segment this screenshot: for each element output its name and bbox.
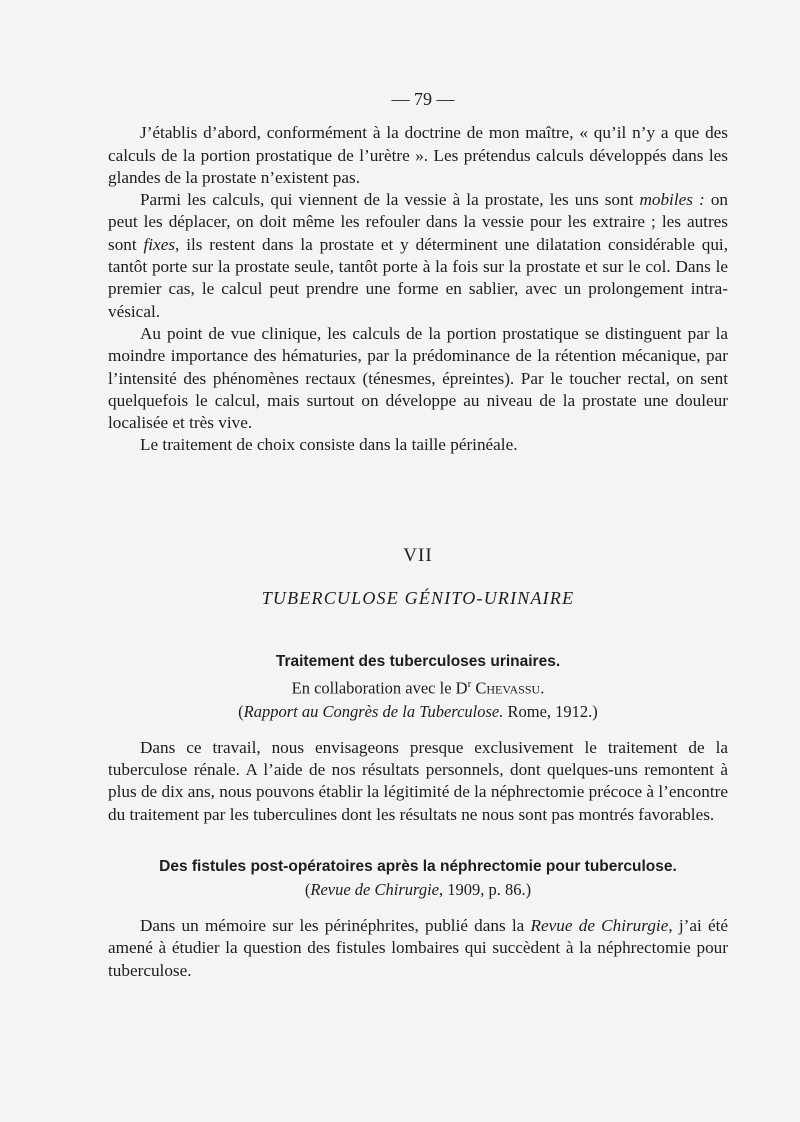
text-run: ( [304, 880, 311, 900]
text-run: Dans un mémoire sur les périnéphrites, publié dans la [140, 916, 531, 936]
article1-body: Dans ce travail, nous envisageons presque exclusivement le traitement de la tuberculose rénale. A l’aide de nos résultats personnels, dont quelques-uns remontent à plus de dix ans, nous pouvons établir la légitimité de la néphrectomie précoce à l’encontre du traitement par les tuberculines dont les résultats ne nous sont pas montrés favorables. [108, 737, 728, 824]
text-run: En collaboration avec le D [291, 678, 468, 698]
article1-title: Traitement des tuberculoses urinaires. [275, 653, 561, 671]
italic-run: Rapport au Congrès de la Tuberculose. [243, 701, 504, 721]
article2-title: Des fistules post-opératoires après la néphrectomie pour tuberculose. [159, 858, 677, 876]
italic-run: Revue de Chirurgie [310, 880, 439, 900]
article1-reference [108, 700, 728, 723]
italic-run: mobiles : [639, 190, 705, 210]
section-number: VII [403, 544, 433, 566]
text-run: on peut les déplacer, on doit même les refouler dans la vessie pour les extraire ; les autres sont [108, 190, 729, 254]
article2-reference [108, 878, 728, 901]
paragraph-doctrine: J’établis d’abord, conformément à la doctrine de mon maître, « qu’il n’y a que des calculs de la portion prostatique de l’urètre ». Les prétendus calculs développés dans les glandes de la prostate n’existent pas. [108, 123, 728, 187]
text-run: , 1909, p. 86.) [438, 880, 532, 900]
author-name: Chevassu [475, 678, 541, 698]
text-run: ( [238, 701, 244, 721]
italic-run: Revue de Chirurgie [530, 916, 669, 936]
paragraph-clinique: Au point de vue clinique, les calculs de la portion prostatique se distinguent par la moindre importance des hématuries, par la prédominance de la rétention mécanique, par l’intensité des phénomènes rectaux (ténesmes, épreintes). Par le toucher rectal, on sent quelquefois le calcul, mais surtout on développe au niveau de la prostate une douleur localisée et très vive. [108, 323, 728, 433]
paragraph-calculs-mobiles-fixes [108, 189, 728, 323]
section-title: TUBERCULOSE GÉNITO-URINAIRE [261, 588, 575, 609]
text-run: , ils restent dans la prostate et y déterminent une dilatation considérable qui, tantôt porte sur la prostate seule, tantôt porte à la fois sur la prostate et sur le col. Dans le premier cas, le calcul peut prendre une forme en sablier, avec un prolongement intra-vésical. [108, 234, 729, 321]
text-run: Rome, 1912.) [503, 701, 598, 721]
superscript: r [467, 678, 472, 691]
paragraph-traitement: Le traitement de choix consiste dans la taille périnéale. [140, 435, 518, 455]
text-run: , j’ai été amené à étudier la question des fistules lombaires qui succèdent à la néphrectomie pour tuberculose. [108, 916, 728, 980]
text-run: Parmi les calculs, qui viennent de la vessie à la prostate, les uns sont [140, 190, 640, 210]
article1-collaboration [108, 673, 728, 700]
italic-run: fixes [143, 234, 176, 254]
text-run: . [540, 678, 545, 698]
page-number: — 79 — [391, 89, 455, 109]
article2-body [108, 915, 728, 982]
document-page [108, 88, 728, 982]
